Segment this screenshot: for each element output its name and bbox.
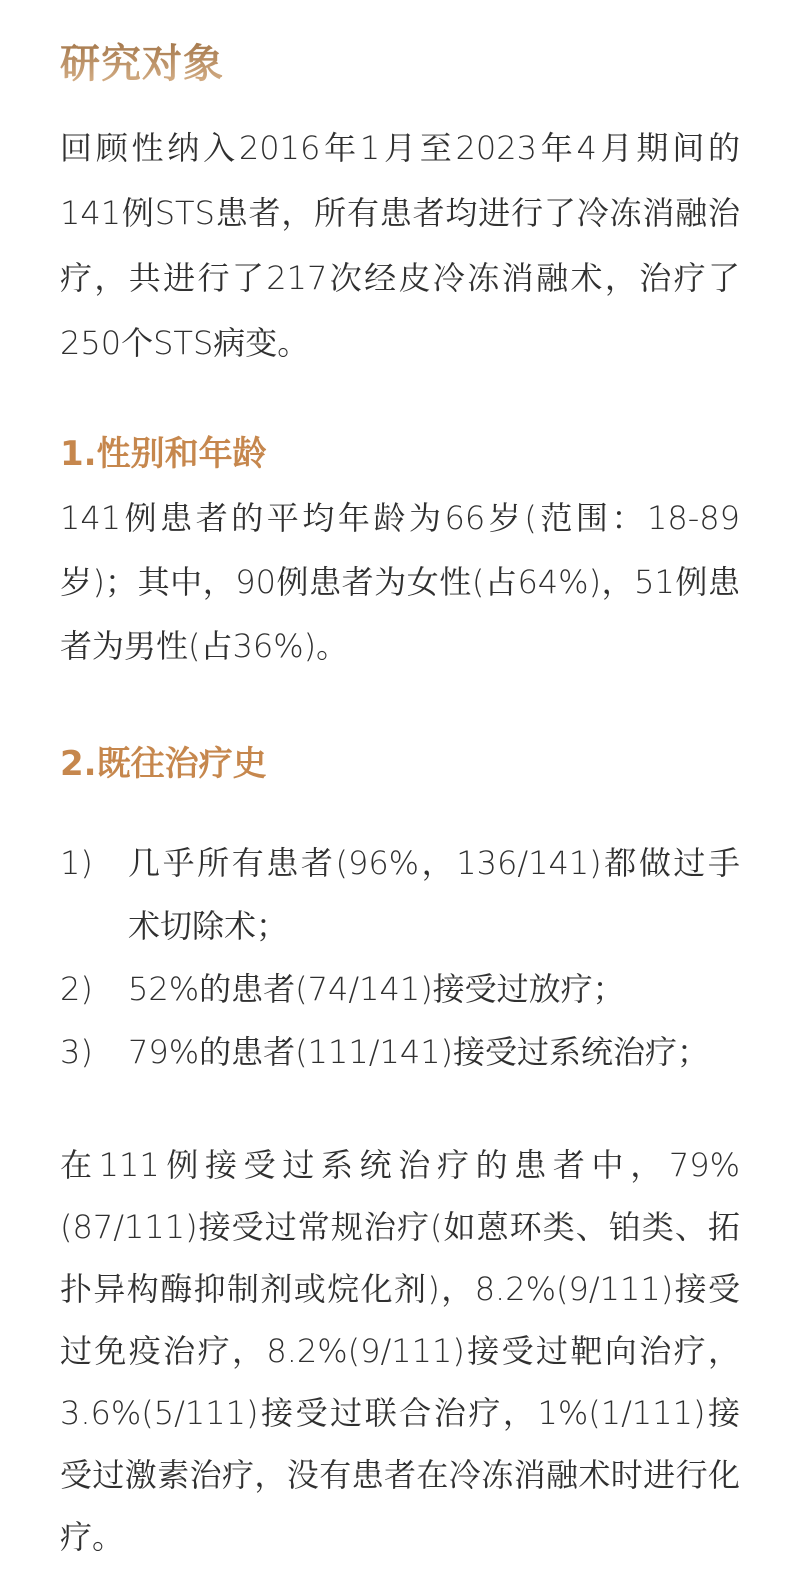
list-item-marker: 3) bbox=[60, 1033, 93, 1071]
list-item-text: 几乎所有患者(96%，136/141)都做过手术切除术； bbox=[128, 844, 740, 945]
intro-paragraph: 回顾性纳入2016年1月至2023年4月期间的141例STS患者，所有患者均进行了冷冻消融治疗，共进行了217次经皮冷冻消融术，治疗了250个STS病变。 bbox=[60, 129, 740, 362]
gender-age-paragraph: 141例患者的平均年龄为66岁(范围：18-89岁)；其中，90例患者为女性(占64%)，51例患者为男性(占36%)。 bbox=[60, 499, 740, 665]
list-item bbox=[60, 958, 740, 1021]
page-title: 研究对象 bbox=[60, 40, 224, 87]
section-heading-gender-age: 1.性别和年龄 bbox=[60, 434, 267, 474]
section-gender-age bbox=[60, 432, 740, 678]
list-item bbox=[60, 832, 740, 958]
section-heading-treatment-history: 2.既往治疗史 bbox=[60, 744, 267, 784]
list-item-text: 52%的患者(74/141)接受过放疗； bbox=[128, 970, 625, 1008]
list-item-marker: 2) bbox=[60, 970, 93, 1008]
list-item-text: 79%的患者(111/141)接受过系统治疗； bbox=[128, 1033, 710, 1071]
list-item bbox=[60, 1021, 740, 1084]
systemic-treatment-paragraph: 在111例接受过系统治疗的患者中，79%(87/111)接受过常规治疗(如蒽环类、铂类、拓扑异构酶抑制剂或烷化剂)，8.2%(9/111)接受过免疫治疗，8.2%(9/111)接受过靶向治疗，3.6%(5/111)接受过联合治疗，1%(1/111)接受过激素治疗，没有患者在冷冻消融术时进行化疗。 bbox=[60, 1146, 740, 1556]
section-treatment-history bbox=[60, 742, 740, 1568]
treatment-history-list bbox=[60, 832, 740, 1084]
list-item-marker: 1) bbox=[60, 844, 93, 882]
